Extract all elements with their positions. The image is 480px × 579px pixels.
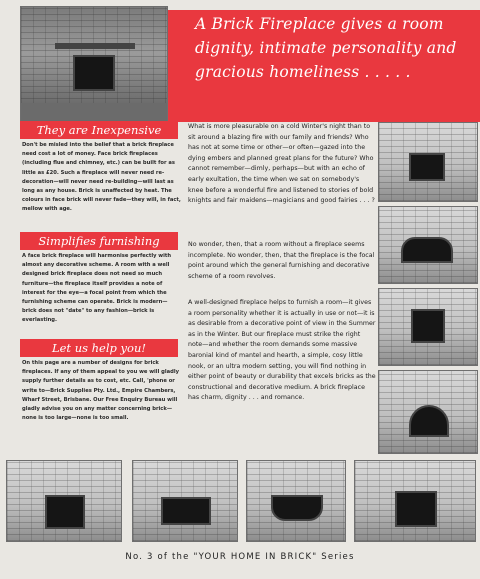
fireplace-design-photo-5 <box>6 460 122 542</box>
section-heading-inexpensive: They are Inexpensive <box>20 121 178 139</box>
fireplace-room-photo <box>20 6 168 124</box>
headline <box>195 12 475 84</box>
section-text-help: On this page are a number of designs for brick fireplaces. If any of them appeal to you we will gladly supply further details as to cost, etc. Call, 'phone or write to—Brick Supplies Pty. Ltd., Empire Chambers, Wharf Street, Brisbane. Our Free Enquiry Bureau will gladly advise you on any matter concerning brick—none is too large—none is too small. <box>22 360 180 422</box>
section-text-inexpensive: Don't be misled into the belief that a brick fireplace need cost a lot of money. Face brick fireplaces (including flue and chimney, etc.) can be built for as little as £20. Such a fireplace will never need re-decoration—will never need re-building—will last as long as any house. Brick is unaffected by heat. The colours in face brick will never fade—they will, in fact, mellow with age. <box>22 142 181 213</box>
headline-line-3: gracious homeliness . . . . . <box>195 63 411 81</box>
section-heading-help: Let us help you! <box>20 339 178 357</box>
headline-line-2: dignity, intimate personality and <box>195 39 457 57</box>
fireplace-design-photo-7 <box>246 460 346 542</box>
fireplace-design-photo-1 <box>378 122 478 202</box>
fireplace-design-photo-2 <box>378 206 478 284</box>
series-footer: No. 3 of the "YOUR HOME IN BRICK" Series <box>125 552 355 562</box>
fireplace-design-photo-8 <box>354 460 476 542</box>
headline-line-1: A Brick Fireplace gives a room <box>195 15 444 33</box>
fireplace-design-photo-4 <box>378 370 478 454</box>
body-paragraph-2: No wonder, then, that a room without a fireplace seems incomplete. No wonder, then, that the fireplace is the focal point around which the general furnishing and decorative scheme of a room revolves. <box>188 241 375 280</box>
fireplace-design-photo-3 <box>378 288 478 366</box>
section-heading-furnishing: Simplifies furnishing <box>20 232 178 250</box>
body-paragraph-1: What is more pleasurable on a cold Winter's night than to sit around a blazing fire with our family and friends? Who has not at some time or other—or often—gazed into the dying embers and planned great plans for the future? Who cannot remember—dimly, perhaps—but with an echo of early exultation, the time when we sat on somebody's knee before a wonderful fire and listened to stories of bold knights and fair maidens—magicians and good fairies . . . ? <box>188 123 375 205</box>
fireplace-design-photo-6 <box>132 460 238 542</box>
section-text-furnishing: A face brick fireplace will harmonise perfectly with almost any decorative scheme. A room with a well designed brick fireplace does not need so much furniture—the fireplace itself provides a note of interest for the eye—a focal point from which the furnishing scheme can operate. Brick is modern—brick does not "date" to any fashion—brick is everlasting. <box>22 253 172 324</box>
body-paragraph-3: A well-designed fireplace helps to furnish a room—it gives a room personality whether it is actually in use or not—it is as desirable from a decorative point of view in the Summer as in the Winter. But our fireplace must strike the right note—and whether the room demands some massive baronial kind of mantel and hearth, a simple, cosy little nook, or an ultra modern setting, you will find nothing in either point of beauty or durability that excels bricks as the constructional and decorative medium. A brick fireplace has charm, dignity . . . and romance. <box>188 299 376 402</box>
